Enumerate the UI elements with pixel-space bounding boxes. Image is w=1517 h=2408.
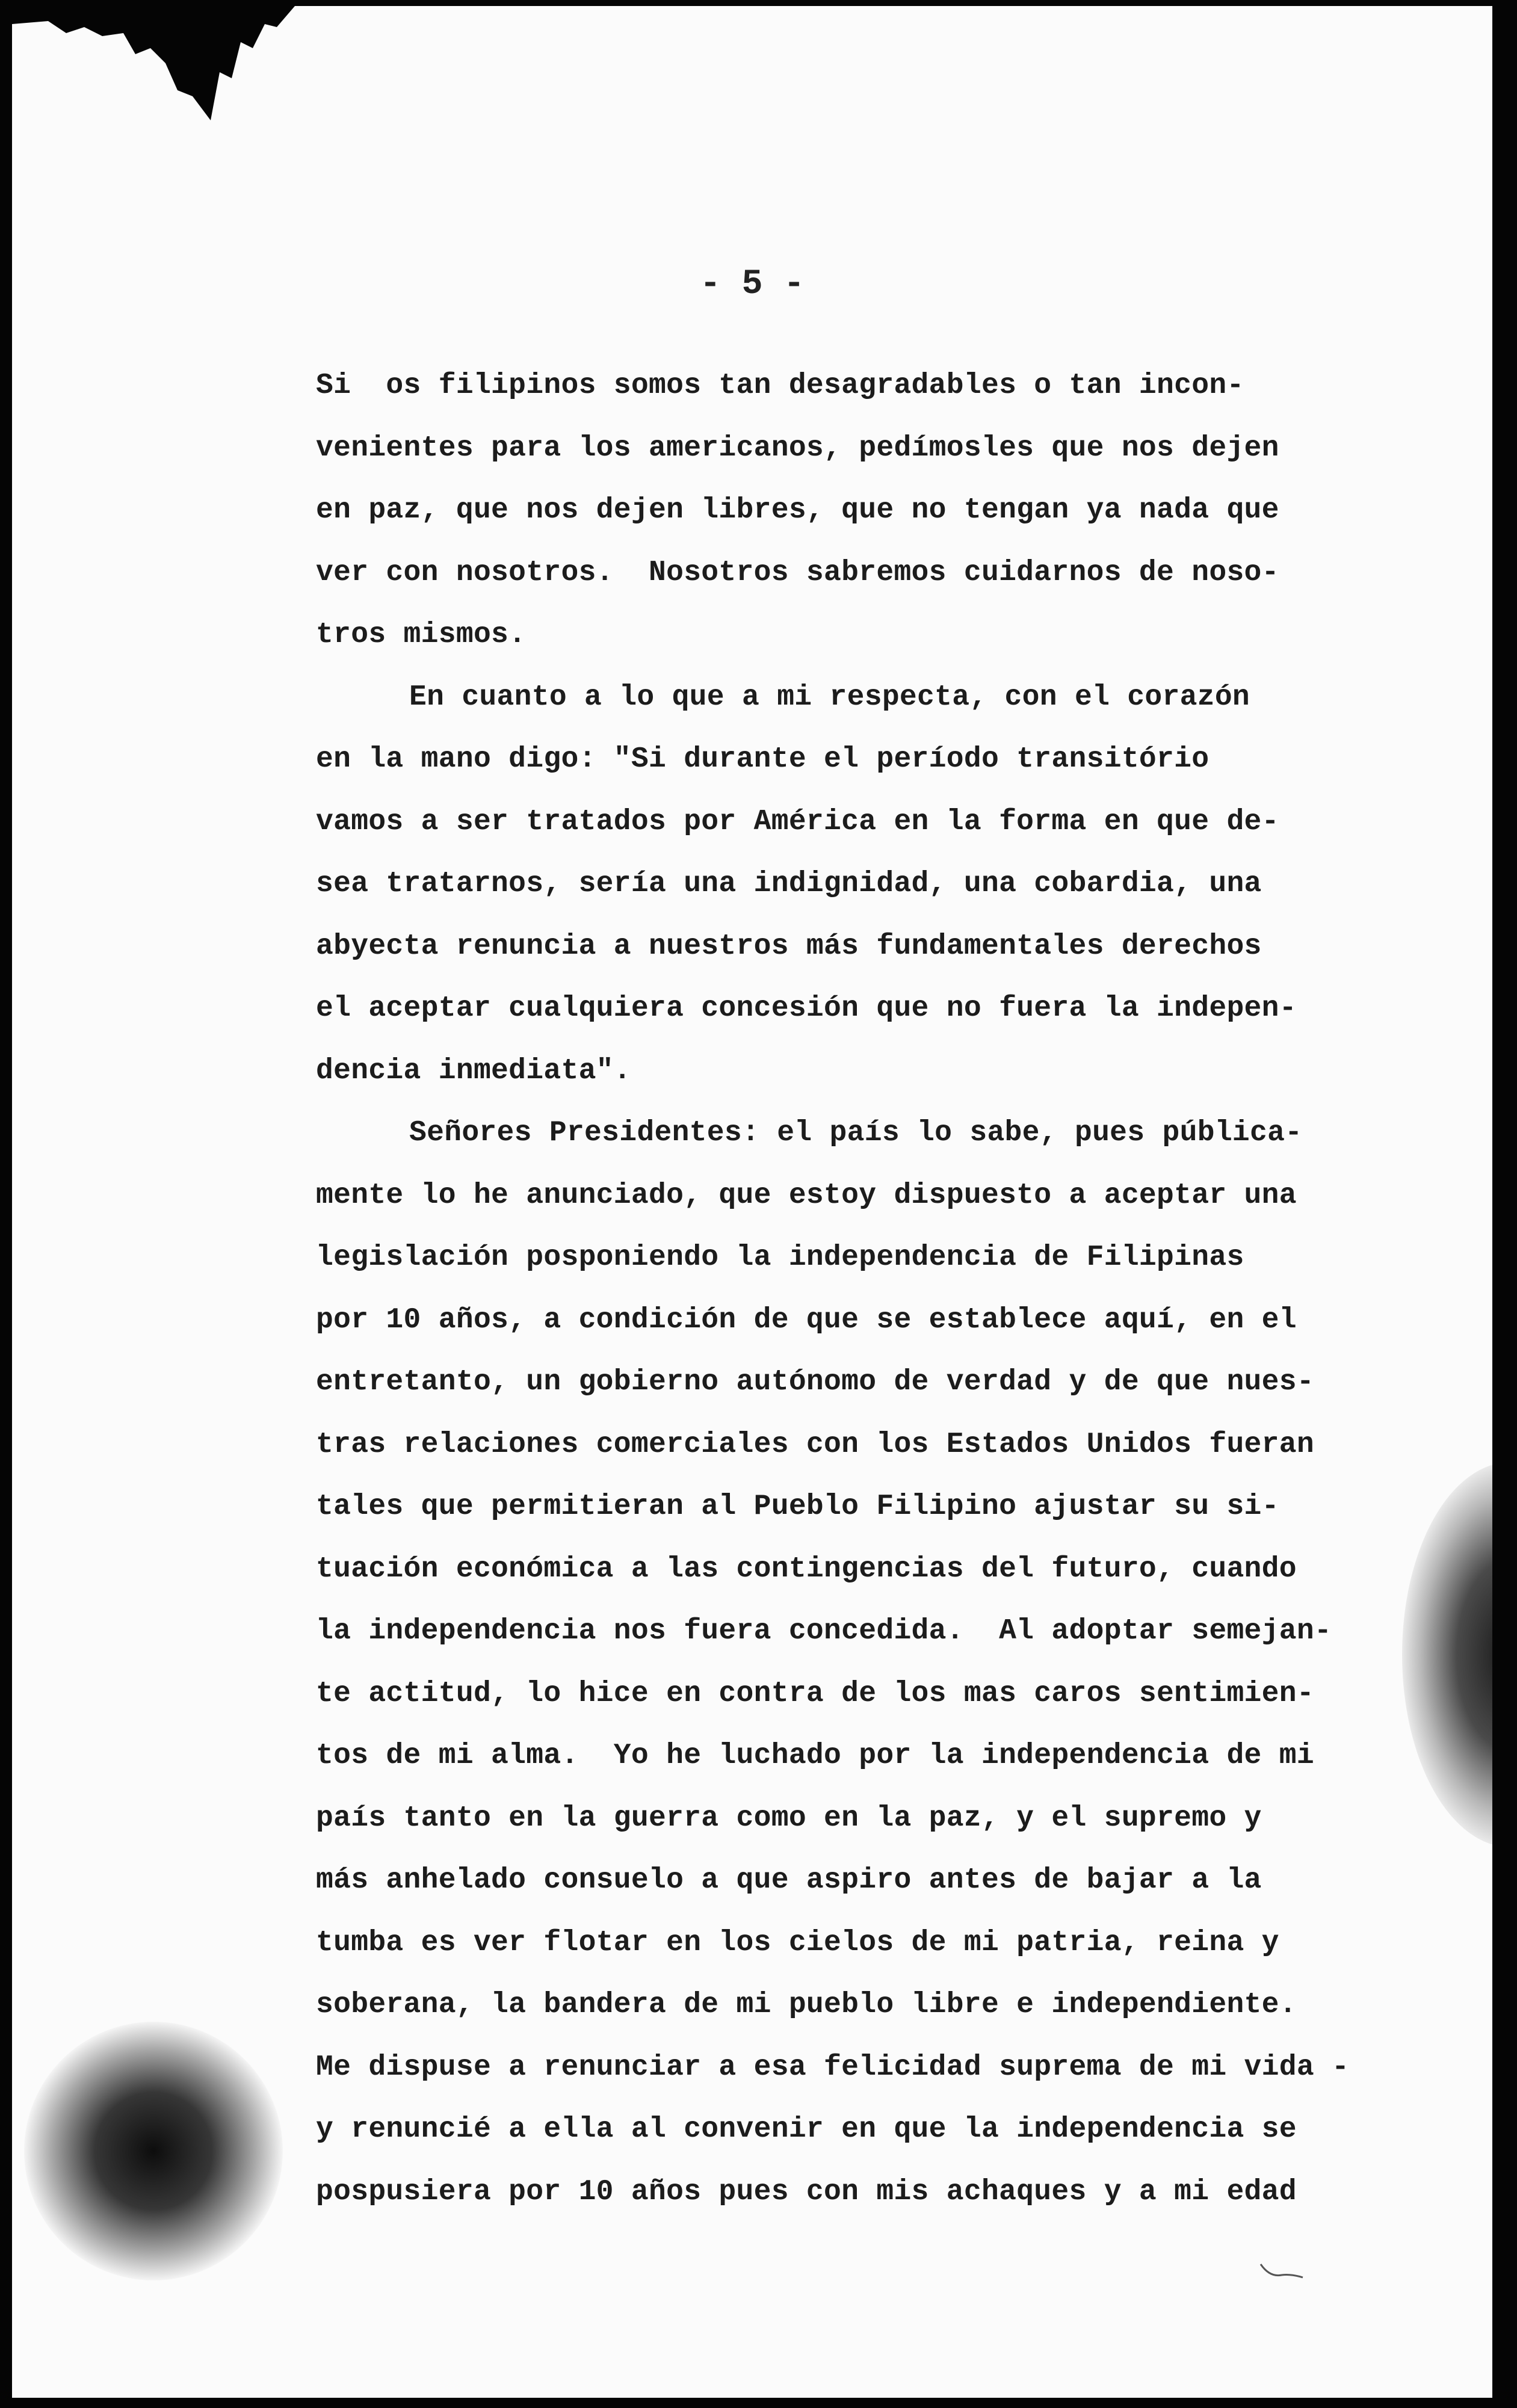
text-line: tos de mi alma. Yo he luchado por la independencia de mi [316, 1740, 1314, 1772]
text-line: en paz, que nos dejen libres, que no tengan ya nada que [316, 494, 1279, 526]
torn-corner [12, 6, 301, 162]
text-line: tros mismos. [316, 619, 527, 651]
text-line: abyecta renuncia a nuestros más fundamentales derechos [316, 930, 1262, 963]
text-line: el aceptar cualquiera concesión que no fuera la indepen- [316, 992, 1297, 1025]
text-line: ver con nosotros. Nosotros sabremos cuidarnos de noso- [316, 556, 1279, 589]
text-line: legislación posponiendo la independencia de Filipinas [316, 1241, 1244, 1274]
text-line: por 10 años, a condición de que se establece aquí, en el [316, 1303, 1297, 1336]
text-line: país tanto en la guerra como en la paz, y el supremo y [316, 1801, 1262, 1835]
text-line: tumba es ver flotar en los cielos de mi patria, reina y [316, 1926, 1279, 1959]
text-line: tuación económica a las contingencias del futuro, cuando [316, 1552, 1297, 1585]
text-line: venientes para los americanos, pedímosles que nos dejen [316, 431, 1279, 465]
text-line: En cuanto a lo que a mi respecta, con el corazón [409, 681, 1250, 714]
document-page [12, 6, 1492, 2398]
body-text [316, 355, 1375, 2223]
text-line: mente lo he anunciado, que estoy dispuesto a aceptar una [316, 1179, 1297, 1212]
text-line: vamos a ser tratados por América en la forma en que de- [316, 805, 1279, 838]
text-line: Si os filipinos somos tan desagradables o tan incon- [316, 369, 1244, 402]
text-line: dencia inmediata". [316, 1054, 631, 1087]
text-line: la independencia nos fuera concedida. Al adoptar semejan- [316, 1615, 1332, 1647]
text-line: más anhelado consuelo a que aspiro antes de bajar a la [316, 1864, 1262, 1897]
text-line: te actitud, lo hice en contra de los mas caros sentimien- [316, 1677, 1314, 1710]
ink-smudge-left [24, 2022, 283, 2280]
page-number: - 5 - [699, 265, 805, 304]
pencil-mark [1258, 2259, 1306, 2283]
text-line: entretanto, un gobierno autónomo de verdad y de que nues- [316, 1366, 1314, 1398]
text-line: tales que permitieran al Pueblo Filipino ajustar su si- [316, 1490, 1279, 1523]
ink-smudge-right [1402, 1462, 1492, 1847]
text-line: tras relaciones comerciales con los Estados Unidos fueran [316, 1428, 1314, 1461]
text-line: soberana, la bandera de mi pueblo libre e independiente. [316, 1989, 1297, 2021]
text-line: Señores Presidentes: el país lo sabe, pues pública- [409, 1117, 1303, 1149]
text-line: pospusiera por 10 años pues con mis achaques y a mi edad [316, 2175, 1297, 2208]
text-line: sea tratarnos, sería una indignidad, una cobardia, una [316, 868, 1262, 900]
text-line: en la mano digo: "Si durante el período transitório [316, 743, 1210, 776]
text-line: y renuncié a ella al convenir en que la independencia se [316, 2113, 1297, 2146]
text-line: Me dispuse a renunciar a esa felicidad suprema de mi vida - [316, 2051, 1350, 2084]
